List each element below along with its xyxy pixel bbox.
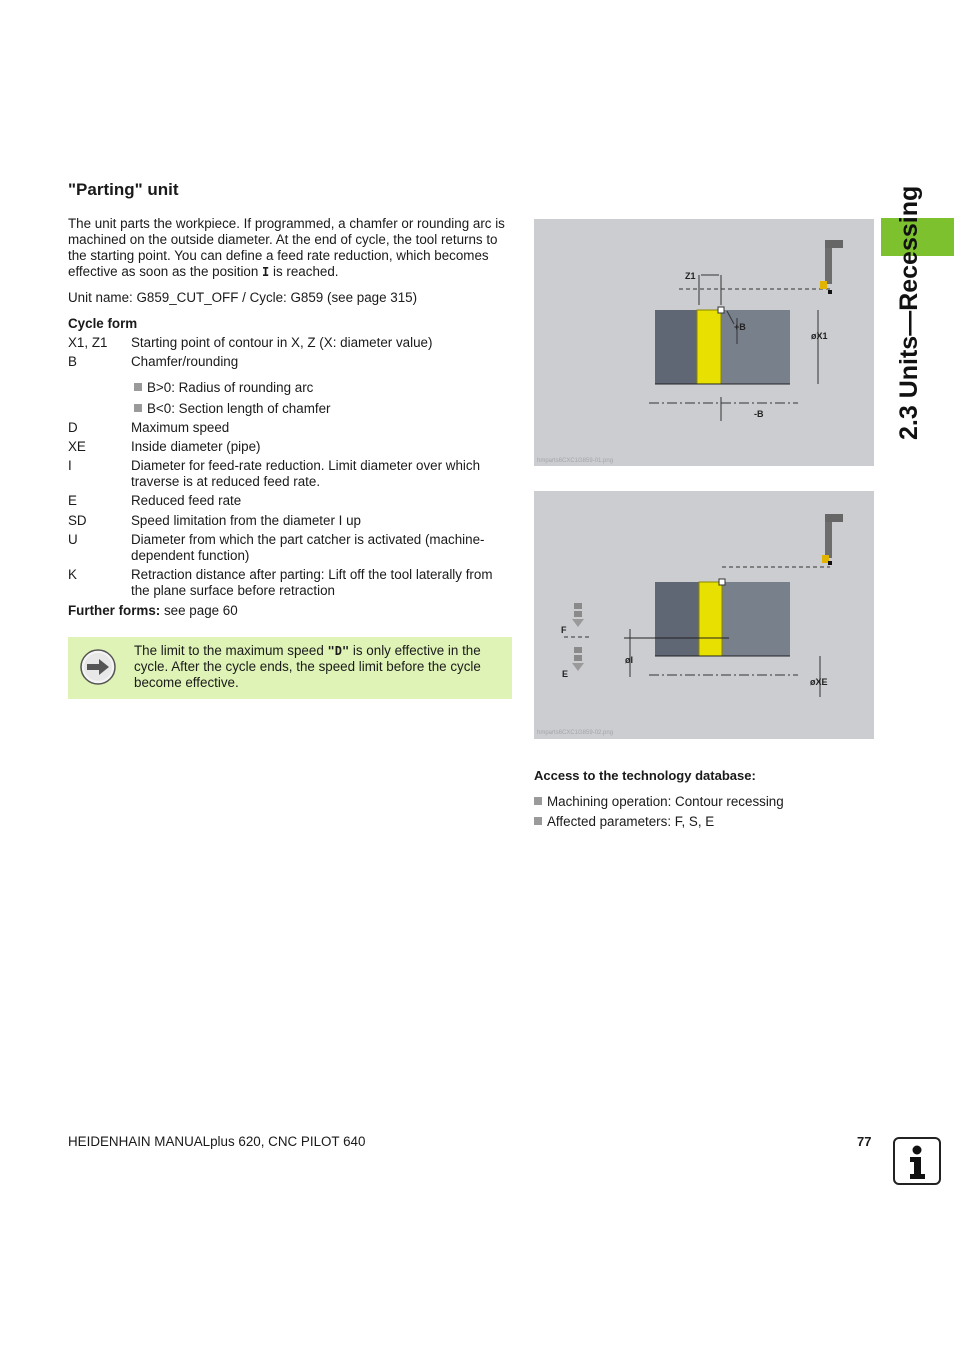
footer-text: HEIDENHAIN MANUALplus 620, CNC PILOT 640 <box>68 1134 366 1149</box>
param-desc: Chamfer/rounding <box>131 354 239 369</box>
bullet-square-icon <box>134 383 142 391</box>
param-key: U <box>68 532 78 547</box>
intro-paragraph <box>68 216 513 280</box>
diagram-svg-1 <box>534 219 874 466</box>
label-e: E <box>562 669 569 679</box>
figure-caption: hmparts6CXC1G859-01.png <box>537 458 614 464</box>
param-key: SD <box>68 513 87 528</box>
label-i: øI <box>625 655 633 665</box>
param-key: D <box>68 420 78 435</box>
label-plus-b: +B <box>734 322 746 332</box>
intro-text-end: is reached. <box>269 264 339 279</box>
bullet-square-icon <box>534 797 542 805</box>
label-x1: øX1 <box>811 331 828 341</box>
unit-name: Unit name: G859_CUT_OFF / Cycle: G859 (see page 315) <box>68 290 418 305</box>
bullet-square-icon <box>534 817 542 825</box>
cycle-form-label: Cycle form <box>68 316 138 331</box>
param-desc: Inside diameter (pipe) <box>131 439 261 454</box>
arrow-right-icon <box>80 649 116 685</box>
section-title: "Parting" unit <box>68 180 179 199</box>
b-option-item: B>0: Radius of rounding arc <box>134 380 313 396</box>
intro-code: I <box>262 265 270 279</box>
param-key: I <box>68 458 72 473</box>
param-desc: Starting point of contour in X, Z (X: diameter value) <box>131 335 433 350</box>
b-option-item: B<0: Section length of chamfer <box>134 401 331 417</box>
chapter-title: 2.3 Units—Recessing <box>895 185 923 440</box>
tech-db-title: Access to the technology database: <box>534 768 756 783</box>
figure-caption: hmparts6CXC1G859-02.png <box>537 730 614 736</box>
diagram-svg-2 <box>534 491 874 739</box>
param-key: X1, Z1 <box>68 335 108 350</box>
param-key: XE <box>68 439 86 454</box>
label-z1: Z1 <box>685 271 696 281</box>
label-f: F <box>561 625 567 635</box>
page-number: 77 <box>857 1134 872 1149</box>
info-icon[interactable] <box>893 1137 941 1185</box>
intro-text: The unit parts the workpiece. If programmed, a chamfer or rounding arc is machined on the outside diameter. At the end of cycle, the tool returns to the starting point. You can define a feed rate reduction, which becomes effective as soon as the position <box>68 216 505 279</box>
param-desc: Reduced feed rate <box>131 493 242 508</box>
further-forms-link[interactable]: see page 60 <box>160 603 238 618</box>
further-forms: Further forms: see page 60 <box>68 603 238 618</box>
note-box <box>68 637 512 699</box>
param-key: K <box>68 567 77 582</box>
parting-diagram-2 <box>534 491 874 739</box>
param-key: B <box>68 354 77 369</box>
param-desc: Maximum speed <box>131 420 230 435</box>
parting-diagram-1 <box>534 219 874 466</box>
info-glyph <box>895 1139 939 1183</box>
tech-db-item: Machining operation: Contour recessing <box>534 794 784 810</box>
param-desc: Diameter from which the part catcher is activated (machine-dependent function) <box>131 532 485 563</box>
param-key: E <box>68 493 77 508</box>
param-desc: Diameter for feed-rate reduction. Limit diameter over which traverse is at reduced feed rate. <box>131 458 481 489</box>
label-xe: øXE <box>810 677 828 687</box>
label-minus-b: -B <box>754 409 764 419</box>
tech-db-item: Affected parameters: F, S, E <box>534 814 714 830</box>
param-desc: Retraction distance after parting: Lift off the tool laterally from the plane surface before retraction <box>131 567 493 598</box>
param-desc: Speed limitation from the diameter I up <box>131 513 361 528</box>
note-text: The limit to the maximum speed "D" is only effective in the cycle. After the cycle ends, the speed limit before the cycle become effective. <box>134 643 481 690</box>
bullet-square-icon <box>134 404 142 412</box>
